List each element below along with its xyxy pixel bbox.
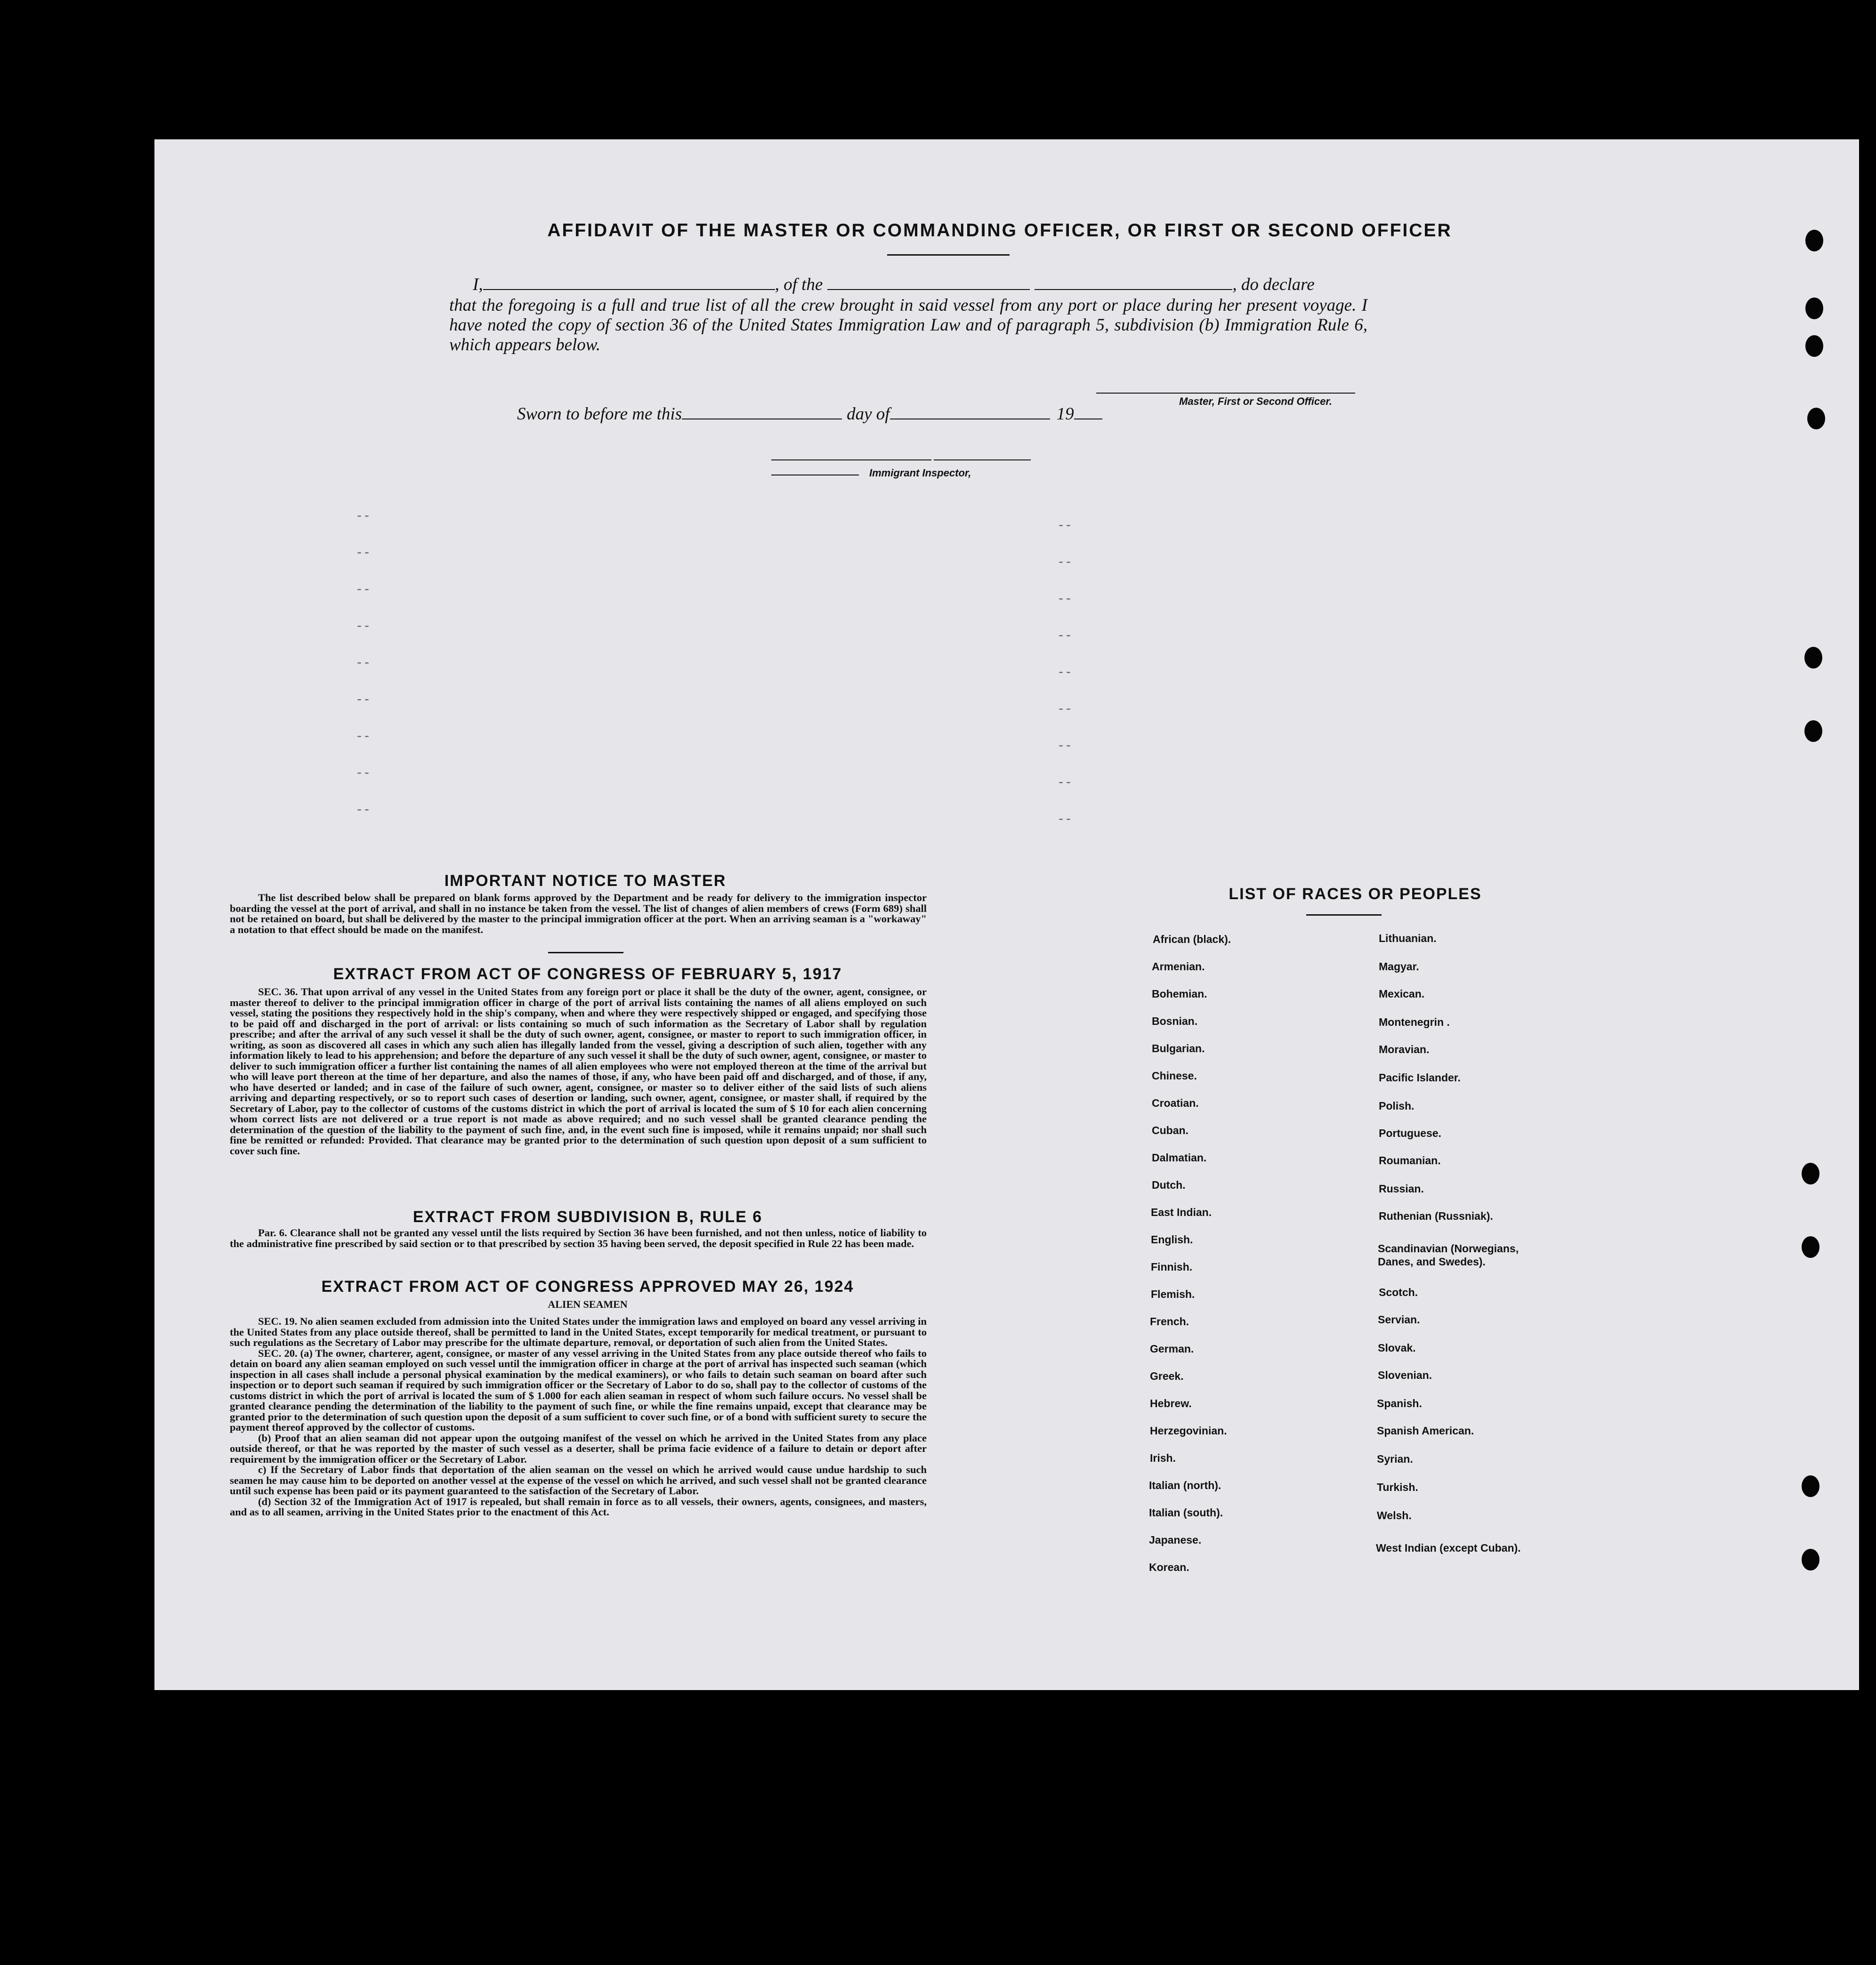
race-right: Magyar. — [1379, 960, 1419, 973]
race-left: German. — [1150, 1343, 1194, 1355]
notice-paragraph: The list described below shall be prepared on blank forms approved by the Department and be ready for delivery to the immigration inspector boarding the vessel at the port of arrival, and shall in no instance be taken from the vessel. The list of changes of alien members of crews (Form 689) shall not be retained on board, but shall be delivered by the master to the principal immigration officer at the port. When an arriving seaman is a "workaway" a notation to that effect should be made on the manifest. — [230, 892, 927, 935]
race-left: Flemish. — [1151, 1288, 1195, 1300]
punch-hole — [1804, 720, 1822, 742]
race-left: Irish. — [1150, 1452, 1176, 1464]
extract-1924-title: EXTRACT FROM ACT OF CONGRESS APPROVED MAY 26, 1924 — [321, 1278, 854, 1296]
race-left: Dutch. — [1152, 1179, 1186, 1191]
race-left: French. — [1150, 1315, 1189, 1328]
sworn-year-blank[interactable] — [1074, 404, 1102, 419]
notice-title: IMPORTANT NOTICE TO MASTER — [444, 872, 727, 890]
affidavit-i: I, — [473, 275, 483, 294]
extract-1917-title: EXTRACT FROM ACT OF CONGRESS OF FEBRUARY 5, 1917 — [333, 965, 842, 983]
race-left: Armenian. — [1152, 960, 1205, 973]
race-left: Finnish. — [1151, 1261, 1193, 1273]
extract-1924-text — [230, 1316, 927, 1518]
races-title-underline — [1306, 914, 1382, 916]
race-left: Bosnian. — [1152, 1015, 1198, 1027]
extract-rule6-paragraph: Par. 6. Clearance shall not be granted any vessel until the lists required by Section 36 have been furnished, and not then unless, notice of liability to the administrative fine prescribed by said section or to that prescribed by section 35 having been served, the deposit specified in Rule 22 has been made. — [230, 1227, 927, 1249]
race-right: Turkish. — [1377, 1481, 1418, 1493]
race-left: Chinese. — [1152, 1070, 1197, 1082]
race-left: Japanese. — [1149, 1534, 1202, 1546]
faint-rule-marks: -- -- -- -- -- -- -- -- -- — [357, 507, 372, 817]
extract-1924-sec19: SEC. 19. No alien seamen excluded from admission into the United States under the immigration laws and employed on board any vessel arriving in the United States from any place outside thereof, shall be permitted to land in the United States, except temporarily for medical treatment, or pursuant to such regulations as the Secretary of Labor may prescribe for the ultimate departure, removal, or deportation of such alien from the United States. — [230, 1315, 927, 1348]
race-left: East Indian. — [1151, 1206, 1212, 1218]
punch-hole — [1802, 1475, 1819, 1497]
race-left: Italian (north). — [1149, 1479, 1221, 1491]
race-right: Ruthenian (Russniak). — [1379, 1210, 1493, 1222]
race-left: Herzegovinian. — [1150, 1425, 1227, 1437]
extract-rule6-text — [230, 1228, 927, 1249]
extract-1917-text — [230, 987, 927, 1156]
affidavit-title: AFFIDAVIT OF THE MASTER OR COMMANDING OFFICER, OR FIRST OR SECOND OFFICER — [547, 220, 1452, 241]
section-divider — [548, 952, 623, 953]
punch-hole — [1805, 298, 1823, 319]
extract-1924-sec20c: c) If the Secretary of Labor finds that deportation of the alien seaman on the vessel on which he arrived would cause undue hardship to such seamen he may cause him to be deported on another vessel at the expense of the vessel on which he arrived, and such vessel shall not be granted clearance until such expense has been paid or its payment guaranteed to the satisfaction of the Secretary of Labor. — [230, 1464, 927, 1497]
affidavit-statement — [449, 275, 1367, 355]
punch-hole — [1805, 335, 1823, 357]
race-right: West Indian (except Cuban). — [1376, 1542, 1521, 1554]
race-left: English. — [1151, 1233, 1193, 1246]
vessel-blank[interactable] — [827, 275, 1030, 290]
race-left: Korean. — [1149, 1561, 1189, 1573]
inspector-line-1[interactable] — [771, 459, 931, 460]
signature-label: Master, First or Second Officer. — [1179, 395, 1332, 407]
race-right: Roumanian. — [1379, 1154, 1441, 1167]
race-left: Italian (south). — [1149, 1506, 1223, 1519]
punch-hole — [1802, 1549, 1819, 1570]
race-left: Bohemian. — [1152, 988, 1207, 1000]
document-page — [154, 139, 1859, 1690]
extract-1924-subtitle: ALIEN SEAMEN — [548, 1298, 628, 1310]
punch-hole — [1807, 408, 1825, 429]
race-left: Bulgarian. — [1152, 1042, 1205, 1055]
affidavit-body: that the foregoing is a full and true list of all the crew brought in said vessel from any port or place during her present voyage. I have noted the copy of section 36 of the United States Immigration Law and of paragraph 5, subdivision (b) Immigration Rule 6, which appears below. — [449, 296, 1367, 354]
race-right: Spanish. — [1377, 1397, 1422, 1409]
race-left: African (black). — [1153, 933, 1231, 945]
sworn-day-of: day of — [847, 404, 890, 424]
race-right: Lithuanian. — [1379, 932, 1437, 944]
name-blank[interactable] — [483, 275, 775, 290]
extract-1924-sec20b: (b) Proof that an alien seaman did not appear upon the outgoing manifest of the vessel on which he arrived in the United States from any place outside thereof, or that he was reported by the master of such vessel as a deserter, shall be prima facie evidence of a failure to detain or deport after requirement by the immigration officer or the Secretary of Labor. — [230, 1432, 927, 1465]
inspector-line-2[interactable] — [934, 459, 1031, 460]
race-right: Servian. — [1378, 1313, 1420, 1326]
affidavit-declare: , do declare — [1232, 275, 1315, 294]
race-left: Cuban. — [1152, 1124, 1189, 1136]
race-left: Hebrew. — [1150, 1397, 1192, 1409]
race-right: Slovak. — [1378, 1342, 1416, 1354]
race-right: Scandinavian (Norwegians, Danes, and Swedes). — [1378, 1242, 1519, 1268]
punch-hole — [1802, 1163, 1819, 1184]
races-title: LIST OF RACES OR PEOPLES — [1229, 885, 1482, 903]
race-right: Russian. — [1379, 1183, 1424, 1195]
extract-1924-sec20a: SEC. 20. (a) The owner, charterer, agent, consignee, or master of any vessel arriving in the United States from any place outside thereof who fails to detain on board any alien seaman employed on such vessel until the immigration officer in charge at the port of arrival has inspected such seaman (which inspection in all cases shall include a personal physical examination by the medical examiners), or who fails to detain such seaman on board after such inspection or to deport such seaman if required by such immigration officer or the Secretary of Labor to do so, shall pay to the collector of customs of the customs district in which the port of arrival is located the sum of $ 1.000 for each alien seaman in respect of whom such failure occurs. No vessel shall be granted clearance pending the determination of the liability to the payment of such fine, or while the fine remains unpaid, except that clearance may be granted prior to the determination of such question upon the deposit of a sum sufficient to cover such fine, or of a bond with sufficient surety to secure the payment thereof approved by the collector of customs. — [230, 1347, 927, 1433]
race-left: Dalmatian. — [1152, 1152, 1207, 1164]
sworn-month-blank[interactable] — [890, 404, 1050, 419]
race-right: Syrian. — [1377, 1453, 1413, 1465]
extract-1917-paragraph: SEC. 36. That upon arrival of any vessel in the United States from any foreign port or place it shall be the duty of the owner, agent, consignee, or master thereof to deliver to the principal immigration officer in charge of the port of arrival lists containing the names of all aliens employed on such vessel, stating the positions they respectively hold in the ship's company, when and where they were respectively shipped or engaged, and specifying those to be paid off and discharged in the port of arrival: or lists containing so much of such information as the Secretary of Labor shall by regulation prescribe; and after the arrival of any such vessel it shall be the duty of such owner, agent, consignee, or master to report to such immigration officer, in writing, as soon as discovered all cases in which any such alien has illegally landed from the vessel, giving a description of such alien, together with any information likely to lead to his apprehension; and before the departure of any such vessel it shall be the duty of such owner, agent, consignee, or master to deliver to such immigration officer a further list containing the names of all alien employees who were not employed thereon at the time of the arrival but who will leave port thereon at the time of her departure, and also the names of those, if any, who have been paid off and discharged, and of those, if any, who have deserted or landed; and in case of the failure of such owner, agent, consignee, or master so to deliver either of the said lists of such aliens arriving and departing respectively, or so to report such cases of desertion or landing, such owner, agent, consignee, or master shall, if required by the Secretary of Labor, pay to the collector of customs of the customs district in which the port of arrival is located the sum of $ 10 for each alien concerning whom correct lists are not delivered or a true report is not made as above required; and no such vessel shall be granted clearance pending the determination of the question of the liability to the payment of such fine, and, in the event such fine is imposed, while it remains unpaid; nor shall such fine be remitted or refunded: Provided. That clearance may be granted prior to the determination of such question upon deposit of a sum sufficient to cover such fine. — [230, 986, 927, 1157]
race-right: Montenegrin . — [1379, 1016, 1450, 1028]
sworn-line — [517, 404, 1102, 424]
race-left: Croatian. — [1152, 1097, 1199, 1109]
punch-hole — [1802, 1236, 1819, 1258]
race-right: Scotch. — [1379, 1286, 1418, 1298]
affidavit-first-line — [449, 275, 1367, 295]
punch-hole — [1805, 230, 1823, 251]
extract-rule6-title: EXTRACT FROM SUBDIVISION B, RULE 6 — [412, 1208, 763, 1226]
extract-1924-sec20d: (d) Section 32 of the Immigration Act of 1917 is repealed, but shall remain in force as to all vessels, their owners, agents, consignees, and masters, and as to all seamen, arriving in the United States prior to the enactment of this Act. — [230, 1495, 927, 1518]
race-right: Pacific Islander. — [1379, 1071, 1461, 1084]
race-right: Moravian. — [1379, 1043, 1430, 1055]
notice-text — [230, 893, 927, 935]
punch-hole — [1804, 647, 1822, 668]
race-left: Greek. — [1150, 1370, 1184, 1382]
sworn-prefix: Sworn to before me this — [517, 404, 682, 424]
race-right: Spanish American. — [1377, 1425, 1474, 1437]
signature-line[interactable] — [1096, 393, 1355, 394]
vessel-blank-2[interactable] — [1035, 275, 1232, 290]
title-underline — [887, 254, 1010, 256]
race-right: Polish. — [1379, 1100, 1415, 1112]
affidavit-of-the: , of the — [775, 275, 823, 294]
race-right: Slovenian. — [1378, 1369, 1432, 1381]
sworn-day-blank[interactable] — [682, 404, 842, 419]
sworn-year: 19 — [1056, 404, 1074, 424]
inspector-label: Immigrant Inspector, — [869, 467, 971, 479]
race-right: Portuguese. — [1379, 1127, 1441, 1139]
race-right: Welsh. — [1377, 1509, 1412, 1522]
faint-rule-marks: -- -- -- -- -- -- -- -- -- — [1059, 517, 1074, 826]
race-right: Mexican. — [1379, 988, 1425, 1000]
